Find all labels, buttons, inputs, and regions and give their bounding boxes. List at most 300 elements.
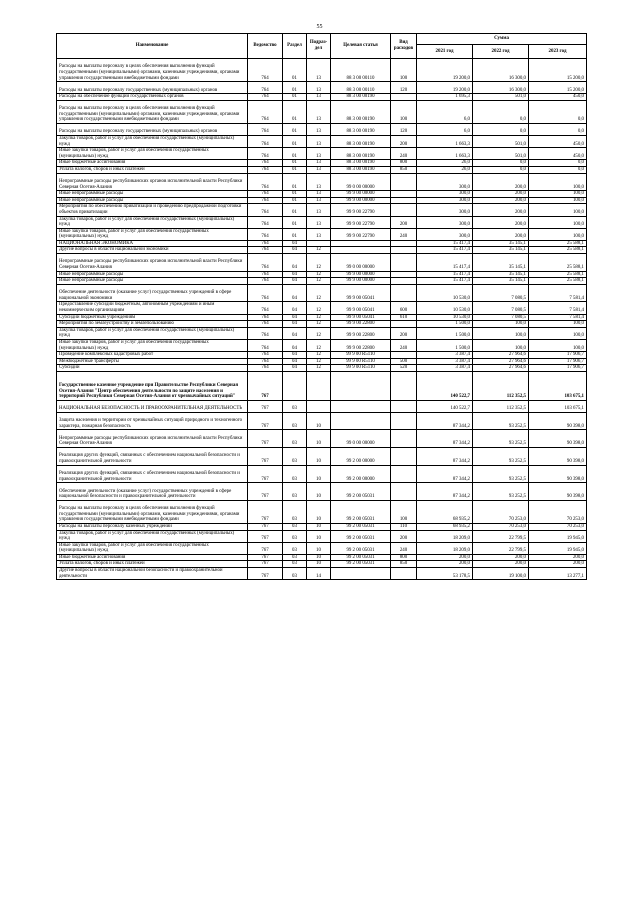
- table-row: [57, 254, 587, 272]
- table-row: [57, 228, 587, 240]
- row-sum-2023: 100,0: [529, 327, 587, 339]
- row-ministry: 767: [248, 465, 283, 483]
- row-section: 01: [283, 173, 307, 191]
- row-ministry: 764: [248, 166, 283, 173]
- row-sum-2021: 10 530,0: [417, 302, 473, 314]
- row-sum-2022: 70 253,0: [473, 523, 529, 530]
- row-expense-type: [391, 94, 417, 101]
- row-target-article: 99 9 00 05041: [331, 314, 391, 321]
- row-expense-type: [391, 568, 417, 580]
- row-expense-type: 120: [391, 82, 417, 94]
- table-row: [57, 365, 587, 372]
- row-section: 03: [283, 447, 307, 465]
- row-sum-2022: 93 252,5: [473, 447, 529, 465]
- row-expense-type: [391, 191, 417, 198]
- row-sum-2023: 90 398,0: [529, 447, 587, 465]
- row-sum-2022: 501,0: [473, 148, 529, 160]
- row-name: Иные бюджетные ассигнования: [57, 554, 248, 561]
- table-row: [57, 483, 587, 501]
- table-row: [57, 542, 587, 554]
- row-ministry: 764: [248, 352, 283, 359]
- row-name: Расходы на выплаты персоналу казенных учреждений: [57, 523, 248, 530]
- row-sum-2023: 25 588,1: [529, 254, 587, 272]
- row-sum-2022: 200,0: [473, 173, 529, 191]
- row-target-article: 99 9 00 00000: [331, 271, 391, 278]
- row-target-article: 99 2 00 00000: [331, 447, 391, 465]
- table-row: [57, 400, 587, 412]
- row-sum-2022: 93 252,5: [473, 412, 529, 430]
- row-name: Непрограммные расходы республиканских органов исполнительной власти Республики Северная Осетия-Алания: [57, 430, 248, 448]
- row-ministry: 764: [248, 271, 283, 278]
- row-name: Закупка товаров, работ и услуг для обеспечения государственных (муниципальных) нужд: [57, 327, 248, 339]
- row-subsection: 13: [307, 173, 331, 191]
- table-row: [57, 284, 587, 302]
- row-ministry: 767: [248, 542, 283, 554]
- row-target-article: 88 3 00 00190: [331, 100, 391, 123]
- row-expense-type: [391, 204, 417, 216]
- row-target-article: 99 9 00 22800: [331, 321, 391, 328]
- row-sum-2021: 6,0: [417, 123, 473, 135]
- row-sum-2023: 19 945,0: [529, 530, 587, 542]
- row-sum-2022: 27 964,6: [473, 352, 529, 359]
- header-ministry: Ведомство: [248, 34, 283, 59]
- table-row: [57, 561, 587, 568]
- row-ministry: 764: [248, 197, 283, 204]
- row-target-article: 99 9 00 00000: [331, 278, 391, 285]
- table-row: [57, 166, 587, 173]
- row-sum-2023: 90 398,0: [529, 430, 587, 448]
- row-ministry: 764: [248, 228, 283, 240]
- row-sum-2021: 10 530,0: [417, 314, 473, 321]
- row-sum-2022: 16 300,0: [473, 59, 529, 82]
- header-subsection: Подраз-дел: [307, 34, 331, 59]
- row-subsection: 10: [307, 542, 331, 554]
- row-target-article: 88 3 00 00190: [331, 160, 391, 167]
- row-subsection: 13: [307, 191, 331, 198]
- row-expense-type: [391, 240, 417, 247]
- row-ministry: 764: [248, 191, 283, 198]
- row-sum-2021: 19 200,0: [417, 59, 473, 82]
- row-subsection: 12: [307, 358, 331, 365]
- row-section: 04: [283, 340, 307, 352]
- row-subsection: [307, 371, 331, 400]
- row-subsection: 12: [307, 247, 331, 254]
- row-expense-type: 240: [391, 228, 417, 240]
- table-row: [57, 352, 587, 359]
- row-section: 01: [283, 94, 307, 101]
- row-sum-2022: 200,0: [473, 228, 529, 240]
- row-expense-type: 200: [391, 327, 417, 339]
- row-sum-2021: 3 387,4: [417, 352, 473, 359]
- header-target-article: Целевая статья: [331, 34, 391, 59]
- row-sum-2023: 25 588,1: [529, 247, 587, 254]
- row-section: 01: [283, 197, 307, 204]
- row-sum-2021: 300,0: [417, 197, 473, 204]
- row-name: Реализация других функций, связанных с обеспечением национальной безопасности и правоохранительной деятельности: [57, 447, 248, 465]
- row-expense-type: 110: [391, 523, 417, 530]
- row-ministry: 764: [248, 321, 283, 328]
- row-subsection: 13: [307, 135, 331, 147]
- row-sum-2021: 1 500,0: [417, 327, 473, 339]
- row-ministry: 767: [248, 530, 283, 542]
- row-expense-type: [391, 400, 417, 412]
- row-section: 04: [283, 240, 307, 247]
- row-sum-2023: 100,0: [529, 216, 587, 228]
- row-ministry: 767: [248, 561, 283, 568]
- row-expense-type: [391, 247, 417, 254]
- row-subsection: 14: [307, 568, 331, 580]
- row-sum-2023: 0,0: [529, 123, 587, 135]
- row-expense-type: [391, 278, 417, 285]
- row-name: Закупка товаров, работ и услуг для обеспечения государственных (муниципальных) нужд: [57, 135, 248, 147]
- row-sum-2023: 25 588,1: [529, 278, 587, 285]
- row-subsection: 13: [307, 197, 331, 204]
- header-2022: 2022 год: [473, 45, 529, 59]
- row-name: Другие вопросы в области национальной экономики: [57, 247, 248, 254]
- row-sum-2022: 0,0: [473, 166, 529, 173]
- row-subsection: 12: [307, 321, 331, 328]
- table-row: [57, 530, 587, 542]
- row-section: 03: [283, 568, 307, 580]
- row-sum-2021: 200,0: [417, 554, 473, 561]
- row-sum-2021: 140 522,7: [417, 400, 473, 412]
- row-subsection: 12: [307, 278, 331, 285]
- row-target-article: 99 2 00 00000: [331, 465, 391, 483]
- row-sum-2022: 0,0: [473, 160, 529, 167]
- row-sum-2023: 70 253,0: [529, 500, 587, 523]
- row-expense-type: 850: [391, 561, 417, 568]
- row-sum-2021: 3 387,4: [417, 365, 473, 372]
- row-sum-2021: 15 417,4: [417, 240, 473, 247]
- row-ministry: 764: [248, 365, 283, 372]
- row-section: 03: [283, 412, 307, 430]
- row-target-article: 99 0 00 00000: [331, 430, 391, 448]
- row-target-article: 99 0 00 00000: [331, 173, 391, 191]
- row-subsection: 12: [307, 314, 331, 321]
- row-ministry: 767: [248, 500, 283, 523]
- table-row: [57, 197, 587, 204]
- table-row: [57, 59, 587, 82]
- row-sum-2022: 501,0: [473, 94, 529, 101]
- row-name: НАЦИОНАЛЬНАЯ БЕЗОПАСНОСТЬ И ПРАВООХРАНИТЕЛЬНАЯ ДЕЯТЕЛЬНОСТЬ: [57, 400, 248, 412]
- row-target-article: 99 2 00 05031: [331, 530, 391, 542]
- row-sum-2023: 17 906,7: [529, 365, 587, 372]
- row-name: Непрограммные расходы республиканских органов исполнительной власти Республики Северная Осетия-Алания: [57, 173, 248, 191]
- row-sum-2022: 100,0: [473, 321, 529, 328]
- row-subsection: 10: [307, 447, 331, 465]
- row-name: Мероприятия по обеспечению приватизации и проведению предпродажной подготовки объектов приватизации: [57, 204, 248, 216]
- budget-table: [56, 33, 587, 580]
- row-section: [283, 371, 307, 400]
- row-name: Расходы на выплаты персоналу в целях обеспечения выполнения функций государственными (муниципальными) органами, казенными учреждениями, органами управления государственными внебюджетными фондами: [57, 59, 248, 82]
- row-sum-2021: 18 209,0: [417, 542, 473, 554]
- row-ministry: 764: [248, 327, 283, 339]
- row-sum-2022: 100,0: [473, 340, 529, 352]
- row-sum-2022: 27 964,6: [473, 365, 529, 372]
- row-subsection: 10: [307, 500, 331, 523]
- row-target-article: 99 9 00 22800: [331, 340, 391, 352]
- row-sum-2023: 7 581,4: [529, 314, 587, 321]
- table-row: [57, 271, 587, 278]
- row-ministry: 764: [248, 247, 283, 254]
- row-name: Защита населения и территории от чрезвычайных ситуаций природного и техногенного характера, пожарная безопасность: [57, 412, 248, 430]
- table-row: [57, 216, 587, 228]
- row-sum-2022: 112 352,5: [473, 400, 529, 412]
- row-sum-2023: 25 588,1: [529, 271, 587, 278]
- row-sum-2022: 100,0: [473, 327, 529, 339]
- row-expense-type: [391, 254, 417, 272]
- row-subsection: [307, 240, 331, 247]
- row-sum-2021: 1 500,0: [417, 321, 473, 328]
- row-name: Обеспечение деятельности (оказание услуг) государственных учреждений в сфере национальной безопасности и правоохранительной деятельности: [57, 483, 248, 501]
- page-number: 55: [316, 24, 323, 30]
- row-subsection: 13: [307, 216, 331, 228]
- row-section: 04: [283, 247, 307, 254]
- row-subsection: 10: [307, 412, 331, 430]
- row-expense-type: 240: [391, 340, 417, 352]
- row-sum-2021: 1 663,3: [417, 148, 473, 160]
- row-ministry: 767: [248, 447, 283, 465]
- row-expense-type: [391, 371, 417, 400]
- row-subsection: 12: [307, 327, 331, 339]
- row-ministry: 767: [248, 371, 283, 400]
- row-section: 03: [283, 530, 307, 542]
- row-subsection: 13: [307, 94, 331, 101]
- row-expense-type: 100: [391, 59, 417, 82]
- row-name: Уплата налогов, сборов и иных платежей: [57, 166, 248, 173]
- row-sum-2023: 0,0: [529, 100, 587, 123]
- header-2021: 2021 год: [417, 45, 473, 59]
- row-section: 01: [283, 82, 307, 94]
- row-sum-2023: 450,0: [529, 135, 587, 147]
- row-section: 04: [283, 321, 307, 328]
- row-sum-2022: 16 300,0: [473, 82, 529, 94]
- row-ministry: 764: [248, 173, 283, 191]
- row-subsection: 12: [307, 271, 331, 278]
- row-target-article: 99 9 00 R5110: [331, 352, 391, 359]
- row-name: Государственное казенное учреждение при Правительстве Республики Северная Осетия-Алания "Центр обеспечения деятельности по защите населения и территорий Республики Северная Осетия-Алания от чрезвычайных ситуаций": [57, 371, 248, 400]
- row-ministry: 767: [248, 412, 283, 430]
- row-name: Обеспечение деятельности (оказание услуг) государственных учреждений в сфере национальной экономики: [57, 284, 248, 302]
- row-section: 03: [283, 430, 307, 448]
- row-sum-2023: 90 398,0: [529, 483, 587, 501]
- row-target-article: [331, 568, 391, 580]
- row-expense-type: 100: [391, 500, 417, 523]
- row-ministry: 764: [248, 94, 283, 101]
- row-subsection: 12: [307, 340, 331, 352]
- row-sum-2023: 0,0: [529, 166, 587, 173]
- row-expense-type: 850: [391, 166, 417, 173]
- table-row: [57, 135, 587, 147]
- row-expense-type: 240: [391, 542, 417, 554]
- row-sum-2022: 200,0: [473, 204, 529, 216]
- row-expense-type: 800: [391, 554, 417, 561]
- row-sum-2023: 100,0: [529, 228, 587, 240]
- row-expense-type: [391, 173, 417, 191]
- table-row: [57, 160, 587, 167]
- table-row: [57, 371, 587, 400]
- row-expense-type: [391, 197, 417, 204]
- row-sum-2023: 200,0: [529, 561, 587, 568]
- row-sum-2022: 22 799,5: [473, 542, 529, 554]
- row-sum-2023: 100,0: [529, 191, 587, 198]
- row-sum-2023: 90 398,0: [529, 465, 587, 483]
- row-subsection: [307, 400, 331, 412]
- table-row: [57, 204, 587, 216]
- row-sum-2022: 200,0: [473, 216, 529, 228]
- row-sum-2022: 200,0: [473, 561, 529, 568]
- row-target-article: [331, 400, 391, 412]
- row-expense-type: 240: [391, 148, 417, 160]
- row-subsection: 13: [307, 228, 331, 240]
- row-ministry: 764: [248, 135, 283, 147]
- row-ministry: 764: [248, 302, 283, 314]
- row-sum-2022: 22 799,5: [473, 530, 529, 542]
- table-row: [57, 302, 587, 314]
- row-sum-2023: 100,0: [529, 340, 587, 352]
- row-expense-type: [391, 321, 417, 328]
- row-sum-2021: 300,0: [417, 173, 473, 191]
- row-sum-2021: 300,0: [417, 204, 473, 216]
- row-section: 03: [283, 483, 307, 501]
- row-sum-2022: 200,0: [473, 554, 529, 561]
- row-target-article: [331, 412, 391, 430]
- row-expense-type: 100: [391, 100, 417, 123]
- row-expense-type: 610: [391, 314, 417, 321]
- row-section: 04: [283, 352, 307, 359]
- row-sum-2022: 112 352,5: [473, 371, 529, 400]
- row-sum-2023: 7 581,4: [529, 284, 587, 302]
- row-name: Расходы на выплаты персоналу в целях обеспечения выполнения функций государственными (муниципальными) органами, казенными учреждениями, органами управления государственными внебюджетными фондами: [57, 100, 248, 123]
- table-row: [57, 314, 587, 321]
- row-expense-type: [391, 271, 417, 278]
- row-target-article: [331, 247, 391, 254]
- row-sum-2021: 15 417,4: [417, 271, 473, 278]
- row-expense-type: [391, 465, 417, 483]
- row-name: Другие вопросы в области национальной безопасности и правоохранительной деятельности: [57, 568, 248, 580]
- table-row: [57, 430, 587, 448]
- header-name: Наименование: [57, 34, 248, 59]
- table-row: [57, 523, 587, 530]
- row-section: 03: [283, 400, 307, 412]
- row-section: 03: [283, 500, 307, 523]
- table-row: [57, 358, 587, 365]
- row-sum-2021: 1 663,3: [417, 135, 473, 147]
- row-sum-2021: 140 522,7: [417, 371, 473, 400]
- row-sum-2021: 300,0: [417, 191, 473, 198]
- row-sum-2021: 87 344,2: [417, 412, 473, 430]
- table-row: [57, 340, 587, 352]
- row-sum-2021: 300,0: [417, 216, 473, 228]
- row-target-article: 99 2 00 05031: [331, 561, 391, 568]
- table-row: [57, 321, 587, 328]
- row-sum-2021: 1 500,0: [417, 340, 473, 352]
- row-sum-2023: 100,0: [529, 204, 587, 216]
- row-section: 04: [283, 365, 307, 372]
- row-section: 03: [283, 561, 307, 568]
- row-name: Иные закупки товаров, работ и услуг для обеспечения государственных (муниципальных) нужд: [57, 340, 248, 352]
- row-expense-type: 200: [391, 530, 417, 542]
- row-section: 03: [283, 523, 307, 530]
- row-expense-type: [391, 352, 417, 359]
- row-target-article: 99 2 00 05031: [331, 542, 391, 554]
- row-section: 04: [283, 302, 307, 314]
- row-sum-2021: 1 695,3: [417, 94, 473, 101]
- row-name: Непрограммные расходы республиканских органов исполнительной власти Республики Северная Осетия-Алания: [57, 254, 248, 272]
- row-name: Проведение комплексных кадастровых работ: [57, 352, 248, 359]
- row-sum-2023: 15 200,0: [529, 82, 587, 94]
- row-subsection: 13: [307, 148, 331, 160]
- row-section: 03: [283, 465, 307, 483]
- table-row: [57, 94, 587, 101]
- row-sum-2023: 450,0: [529, 94, 587, 101]
- row-sum-2023: 70 253,0: [529, 523, 587, 530]
- row-subsection: 12: [307, 365, 331, 372]
- row-expense-type: 600: [391, 302, 417, 314]
- table-row: [57, 465, 587, 483]
- row-name: Иные закупки товаров, работ и услуг для обеспечения государственных (муниципальных) нужд: [57, 542, 248, 554]
- row-section: 04: [283, 284, 307, 302]
- row-target-article: 99 0 00 00000: [331, 254, 391, 272]
- row-section: 04: [283, 278, 307, 285]
- row-sum-2022: 70 253,0: [473, 500, 529, 523]
- header-expense-type: Вид расходов: [391, 34, 417, 59]
- row-name: Иные бюджетные ассигнования: [57, 160, 248, 167]
- row-section: 01: [283, 160, 307, 167]
- row-section: 04: [283, 358, 307, 365]
- row-ministry: 764: [248, 240, 283, 247]
- row-target-article: 88 3 00 00190: [331, 135, 391, 147]
- row-ministry: 764: [248, 148, 283, 160]
- row-sum-2022: 7 080,5: [473, 284, 529, 302]
- row-sum-2021: 18 209,0: [417, 530, 473, 542]
- row-target-article: 88 3 00 00110: [331, 59, 391, 82]
- row-section: 04: [283, 271, 307, 278]
- row-ministry: 764: [248, 340, 283, 352]
- row-sum-2021: 3 387,4: [417, 358, 473, 365]
- row-target-article: 88 3 00 00190: [331, 148, 391, 160]
- row-name: Межбюджетные трансферты: [57, 358, 248, 365]
- row-sum-2023: 100,0: [529, 173, 587, 191]
- table-row: [57, 148, 587, 160]
- row-sum-2022: 93 252,5: [473, 430, 529, 448]
- table-row: [57, 447, 587, 465]
- row-name: Расходы на обеспечение функций государственных органов: [57, 94, 248, 101]
- row-section: 01: [283, 123, 307, 135]
- row-section: 01: [283, 191, 307, 198]
- row-subsection: 10: [307, 561, 331, 568]
- row-target-article: 99 9 00 05041: [331, 302, 391, 314]
- row-sum-2022: 0,0: [473, 100, 529, 123]
- row-section: 01: [283, 135, 307, 147]
- row-name: НАЦИОНАЛЬНАЯ ЭКОНОМИКА: [57, 240, 248, 247]
- row-expense-type: [391, 430, 417, 448]
- row-sum-2021: 19 200,0: [417, 82, 473, 94]
- row-name: Субсидии: [57, 365, 248, 372]
- row-target-article: 99 2 00 05031: [331, 523, 391, 530]
- row-ministry: 764: [248, 358, 283, 365]
- row-sum-2023: 100,0: [529, 321, 587, 328]
- row-ministry: 764: [248, 123, 283, 135]
- row-target-article: 88 3 00 00110: [331, 82, 391, 94]
- row-sum-2021: 26,0: [417, 160, 473, 167]
- table-row: [57, 554, 587, 561]
- row-ministry: 767: [248, 400, 283, 412]
- header-sum: Сумма: [417, 34, 587, 45]
- row-subsection: 10: [307, 523, 331, 530]
- row-target-article: 99 9 00 00000: [331, 197, 391, 204]
- row-ministry: 764: [248, 278, 283, 285]
